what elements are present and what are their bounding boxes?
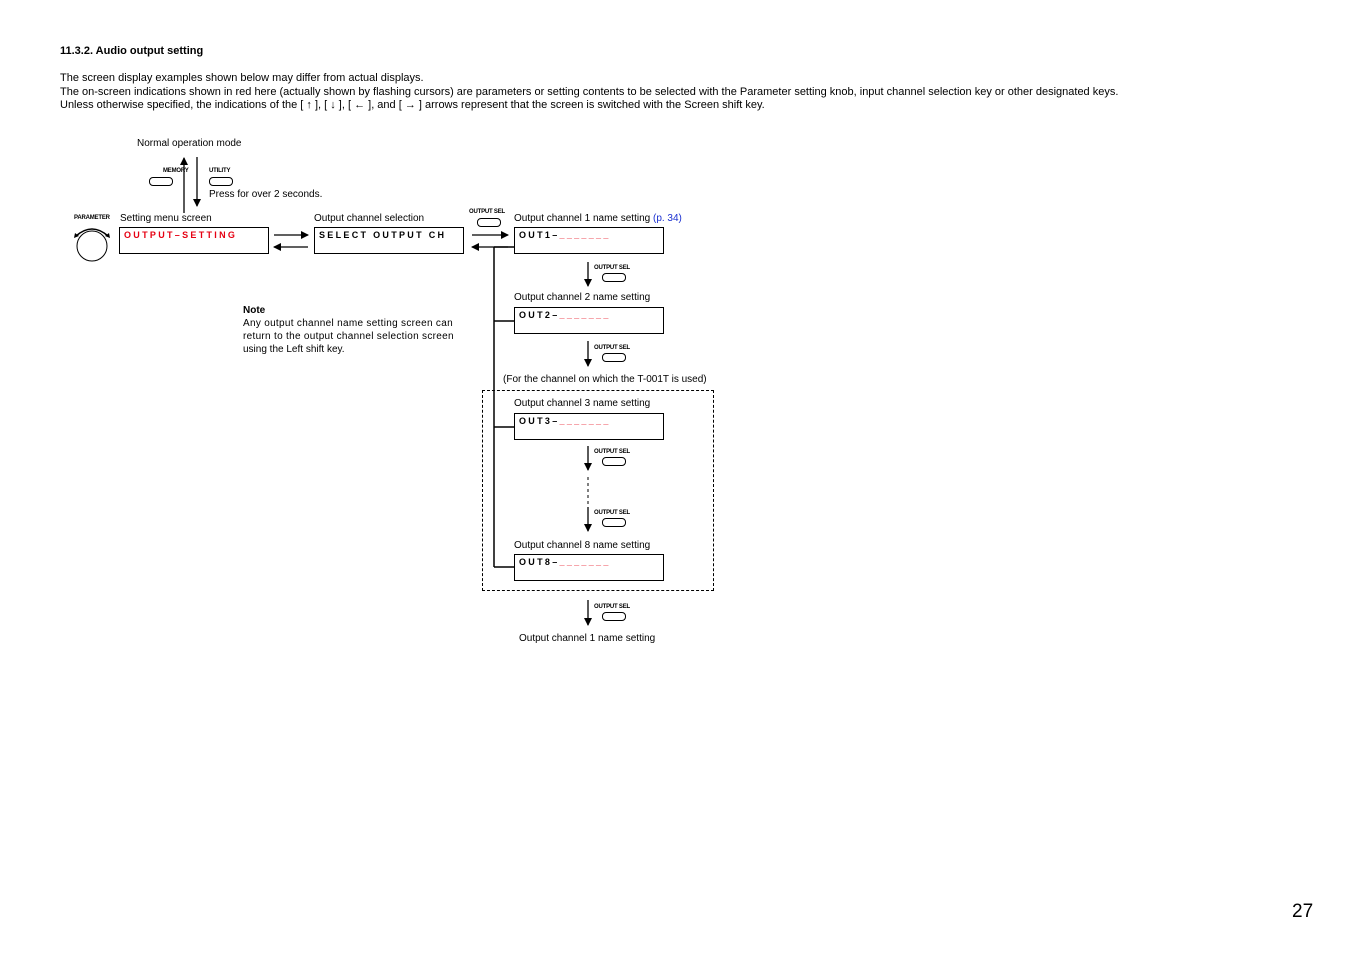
out1-page-link[interactable]: (p. 34)	[652, 213, 682, 224]
out3-label: Output channel 3 name setting	[514, 398, 651, 409]
page-number: 27	[1292, 901, 1314, 922]
utility-key-label: UTILITY	[209, 168, 231, 174]
press-note: Press for over 2 seconds.	[209, 189, 323, 200]
note-line-3: using the Left shift key.	[243, 344, 345, 355]
intro-line-2: The on-screen indications shown in red here (actually shown by flashing cursors) are parameters or setting contents to be selected with the Parameter setting knob, input channel selection key or other designated keys.	[60, 86, 1119, 98]
note-line-1: Any output channel name setting screen can	[243, 318, 453, 329]
note-title: Note	[243, 305, 266, 316]
memory-key-label: MEMORY	[163, 168, 189, 174]
intro-line-1: The screen display examples shown below may differ from actual displays.	[60, 72, 424, 84]
utility-key[interactable]	[209, 177, 233, 186]
out1-cursor: _______	[559, 230, 611, 240]
out8-cursor: _______	[559, 557, 611, 567]
out3-prefix: OUT3–	[519, 416, 560, 426]
out2-cursor: _______	[559, 310, 611, 320]
output-sel-key-1[interactable]	[602, 273, 626, 282]
out8-display	[514, 554, 664, 581]
note-line-2: return to the output channel selection screen	[243, 331, 454, 342]
setting-menu-label: Setting menu screen	[120, 213, 212, 224]
output-sel-key-label-1: OUTPUT SEL	[594, 265, 631, 271]
out3-display	[514, 413, 664, 440]
parameter-knob-icon[interactable]	[77, 231, 107, 261]
t001t-note: (For the channel on which the T-001T is used)	[503, 374, 707, 385]
out2-display	[514, 307, 664, 334]
output-sel-key-label-2: OUTPUT SEL	[594, 345, 631, 351]
out1-label	[514, 213, 682, 224]
output-sel-key-8[interactable]	[602, 612, 626, 621]
out8-prefix: OUT8–	[519, 557, 560, 567]
out2-label: Output channel 2 name setting	[514, 292, 651, 303]
output-sel-key-label-7: OUTPUT SEL	[594, 510, 631, 516]
output-sel-key-label-3: OUTPUT SEL	[594, 449, 631, 455]
out8-label: Output channel 8 name setting	[514, 540, 651, 551]
out2-prefix: OUT2–	[519, 310, 560, 320]
section-title: 11.3.2. Audio output setting	[60, 45, 204, 57]
memory-key[interactable]	[149, 177, 173, 186]
normal-mode-label: Normal operation mode	[137, 138, 242, 149]
out1-display	[514, 227, 664, 254]
parameter-knob-label: PARAMETER	[74, 215, 110, 221]
final-label: Output channel 1 name setting	[519, 633, 656, 644]
out1-prefix: OUT1–	[519, 230, 560, 240]
output-sel-key-2[interactable]	[602, 353, 626, 362]
channel-select-display: SELECT OUTPUT CH	[314, 227, 464, 254]
intro-line-3: Unless otherwise specified, the indications of the [ ↑ ], [ ↓ ], [ ← ], and [ → ] arrows represent that the screen is switched with the Screen shift key.	[60, 99, 765, 111]
setting-menu-display: OUTPUT–SETTING	[119, 227, 269, 254]
out1-label-text: Output channel 1 name setting	[514, 213, 651, 224]
output-sel-key-top[interactable]	[477, 218, 501, 227]
output-sel-key-label-8: OUTPUT SEL	[594, 604, 631, 610]
output-sel-key-3[interactable]	[602, 457, 626, 466]
channel-select-label: Output channel selection	[314, 213, 425, 224]
output-sel-key-label-top: OUTPUT SEL	[469, 209, 506, 215]
out3-cursor: _______	[559, 416, 611, 426]
output-sel-key-7[interactable]	[602, 518, 626, 527]
